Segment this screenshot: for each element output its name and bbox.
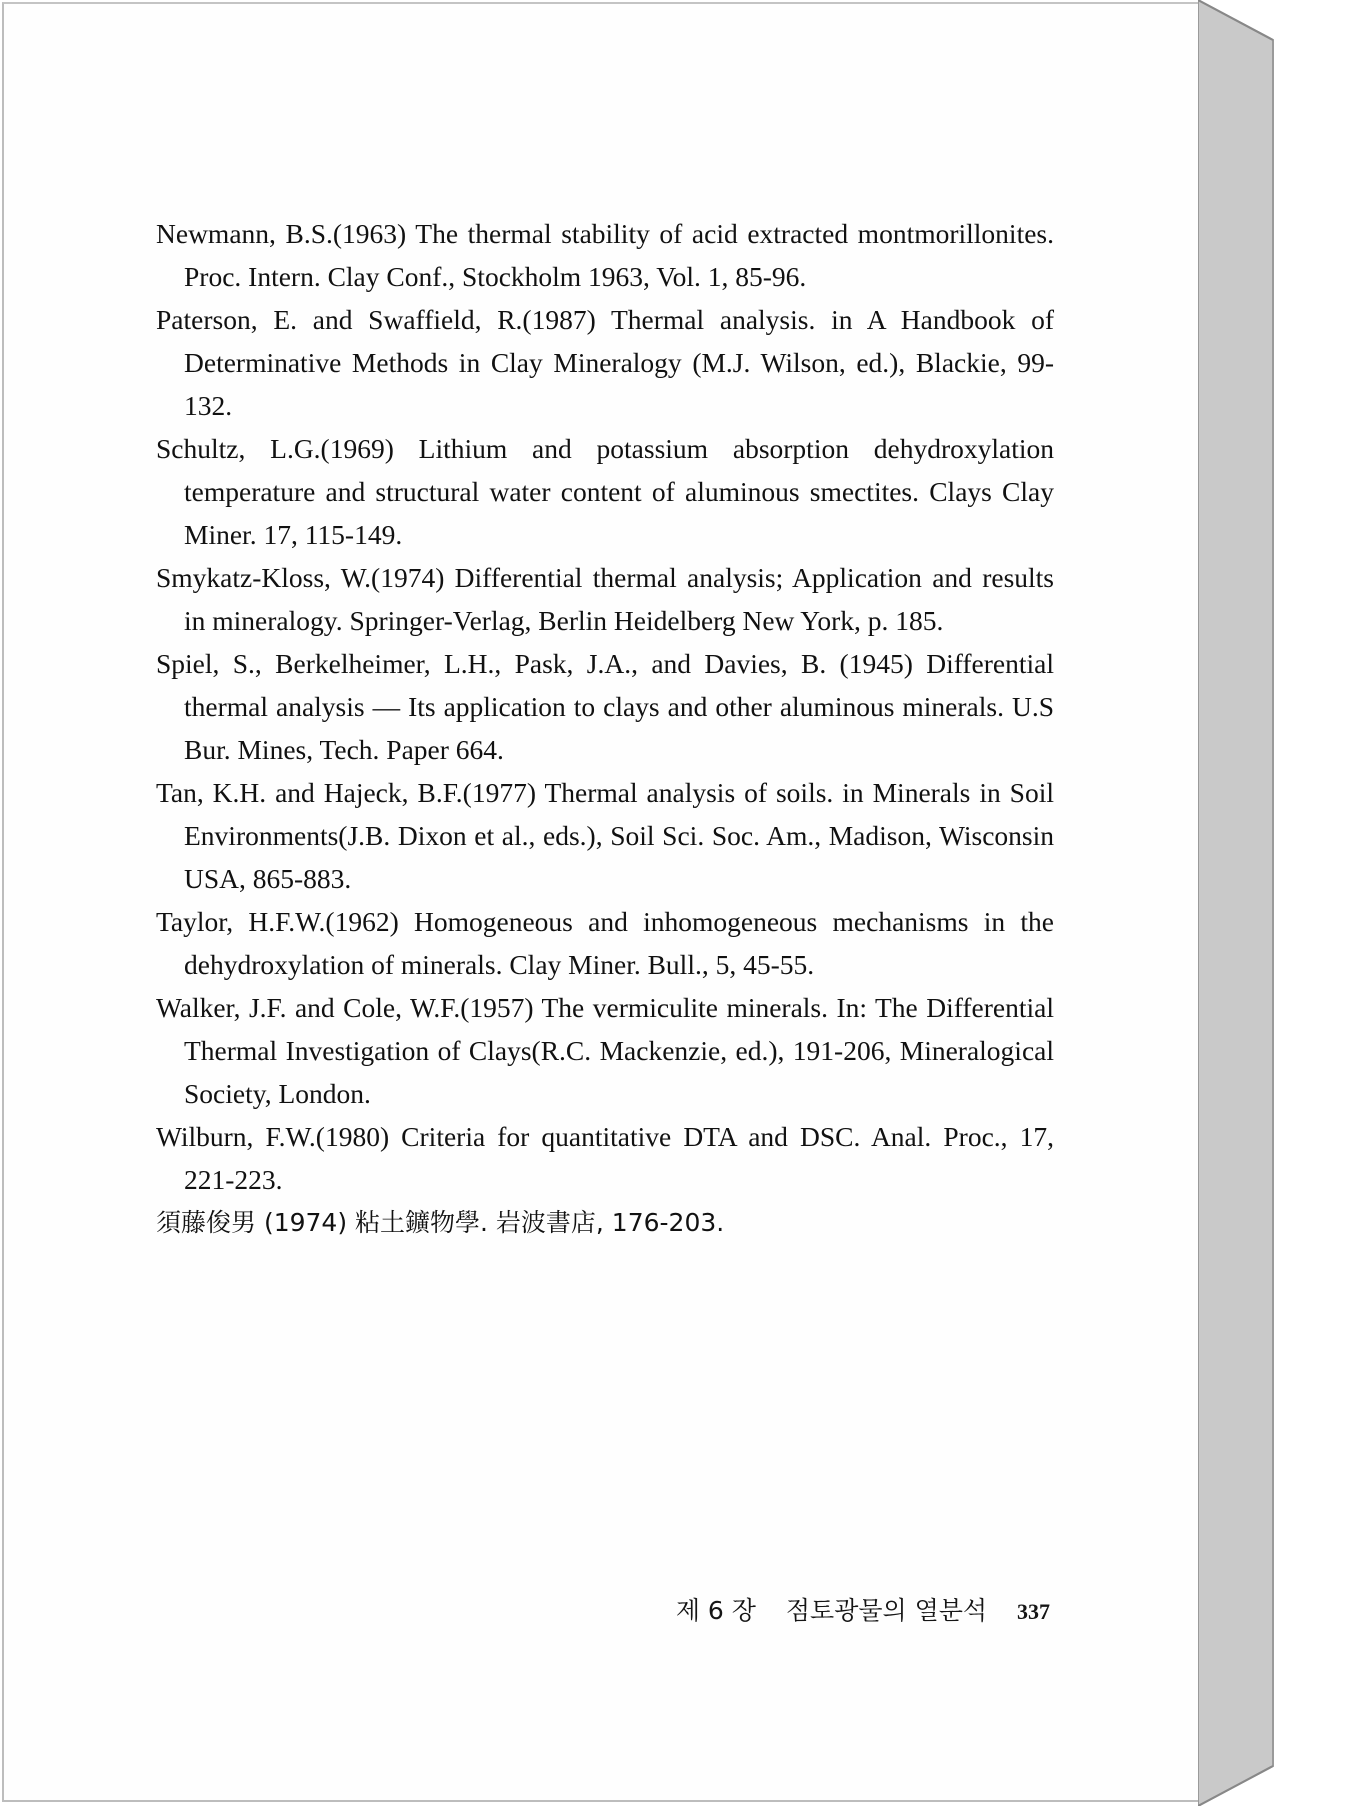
reference-entry: Walker, J.F. and Cole, W.F.(1957) The vermiculite minerals. In: The Differential Thermal Investigation of Clays(R.C. Mackenzie, ed.), 191-206, Mineralogical Society, London. bbox=[156, 992, 1054, 1109]
reference-entry: Schultz, L.G.(1969) Lithium and potassium absorption dehydroxylation temperature and structural water content of aluminous smectites. Clays Clay Miner. 17, 115-149. bbox=[156, 433, 1054, 550]
reference-entry: Smykatz-Kloss, W.(1974) Differential thermal analysis; Application and results in mineralogy. Springer-Verlag, Berlin Heidelberg New York, p. 185. bbox=[156, 562, 1054, 636]
reference-entry: Tan, K.H. and Hajeck, B.F.(1977) Thermal analysis of soils. in Minerals in Soil Environments(J.B. Dixon et al., eds.), Soil Sci. Soc. Am., Madison, Wisconsin USA, 865-883. bbox=[156, 777, 1054, 894]
reference-list bbox=[156, 212, 1054, 1244]
reference-entry: Spiel, S., Berkelheimer, L.H., Pask, J.A., and Davies, B. (1945) Differential thermal analysis — Its application to clays and other aluminous minerals. U.S Bur. Mines, Tech. Paper 664. bbox=[156, 648, 1054, 765]
reference-entry: Taylor, H.F.W.(1962) Homogeneous and inhomogeneous mechanisms in the dehydroxylation of minerals. Clay Miner. Bull., 5, 45-55. bbox=[156, 906, 1054, 980]
chapter-title: 점토광물의 열분석 bbox=[785, 1596, 988, 1625]
page-number: 337 bbox=[1017, 1599, 1050, 1624]
chapter-label: 제 6 장 bbox=[675, 1596, 756, 1625]
reference-entry: Wilburn, F.W.(1980) Criteria for quantitative DTA and DSC. Anal. Proc., 17, 221-223. bbox=[156, 1121, 1054, 1195]
reference-entry: Newmann, B.S.(1963) The thermal stability of acid extracted montmorillonites. Proc. Intern. Clay Conf., Stockholm 1963, Vol. 1, 85-96. bbox=[156, 218, 1054, 292]
reference-entry: 須藤俊男 (1974) 粘土鑛物學. 岩波書店, 176-203. bbox=[156, 1208, 725, 1237]
book-page bbox=[2, 2, 1200, 1802]
page-stack-edge bbox=[1198, 0, 1278, 1806]
page-footer bbox=[660, 1591, 1050, 1627]
reference-entry: Paterson, E. and Swaffield, R.(1987) Thermal analysis. in A Handbook of Determinative Methods in Clay Mineralogy (M.J. Wilson, ed.), Blackie, 99-132. bbox=[156, 304, 1054, 421]
